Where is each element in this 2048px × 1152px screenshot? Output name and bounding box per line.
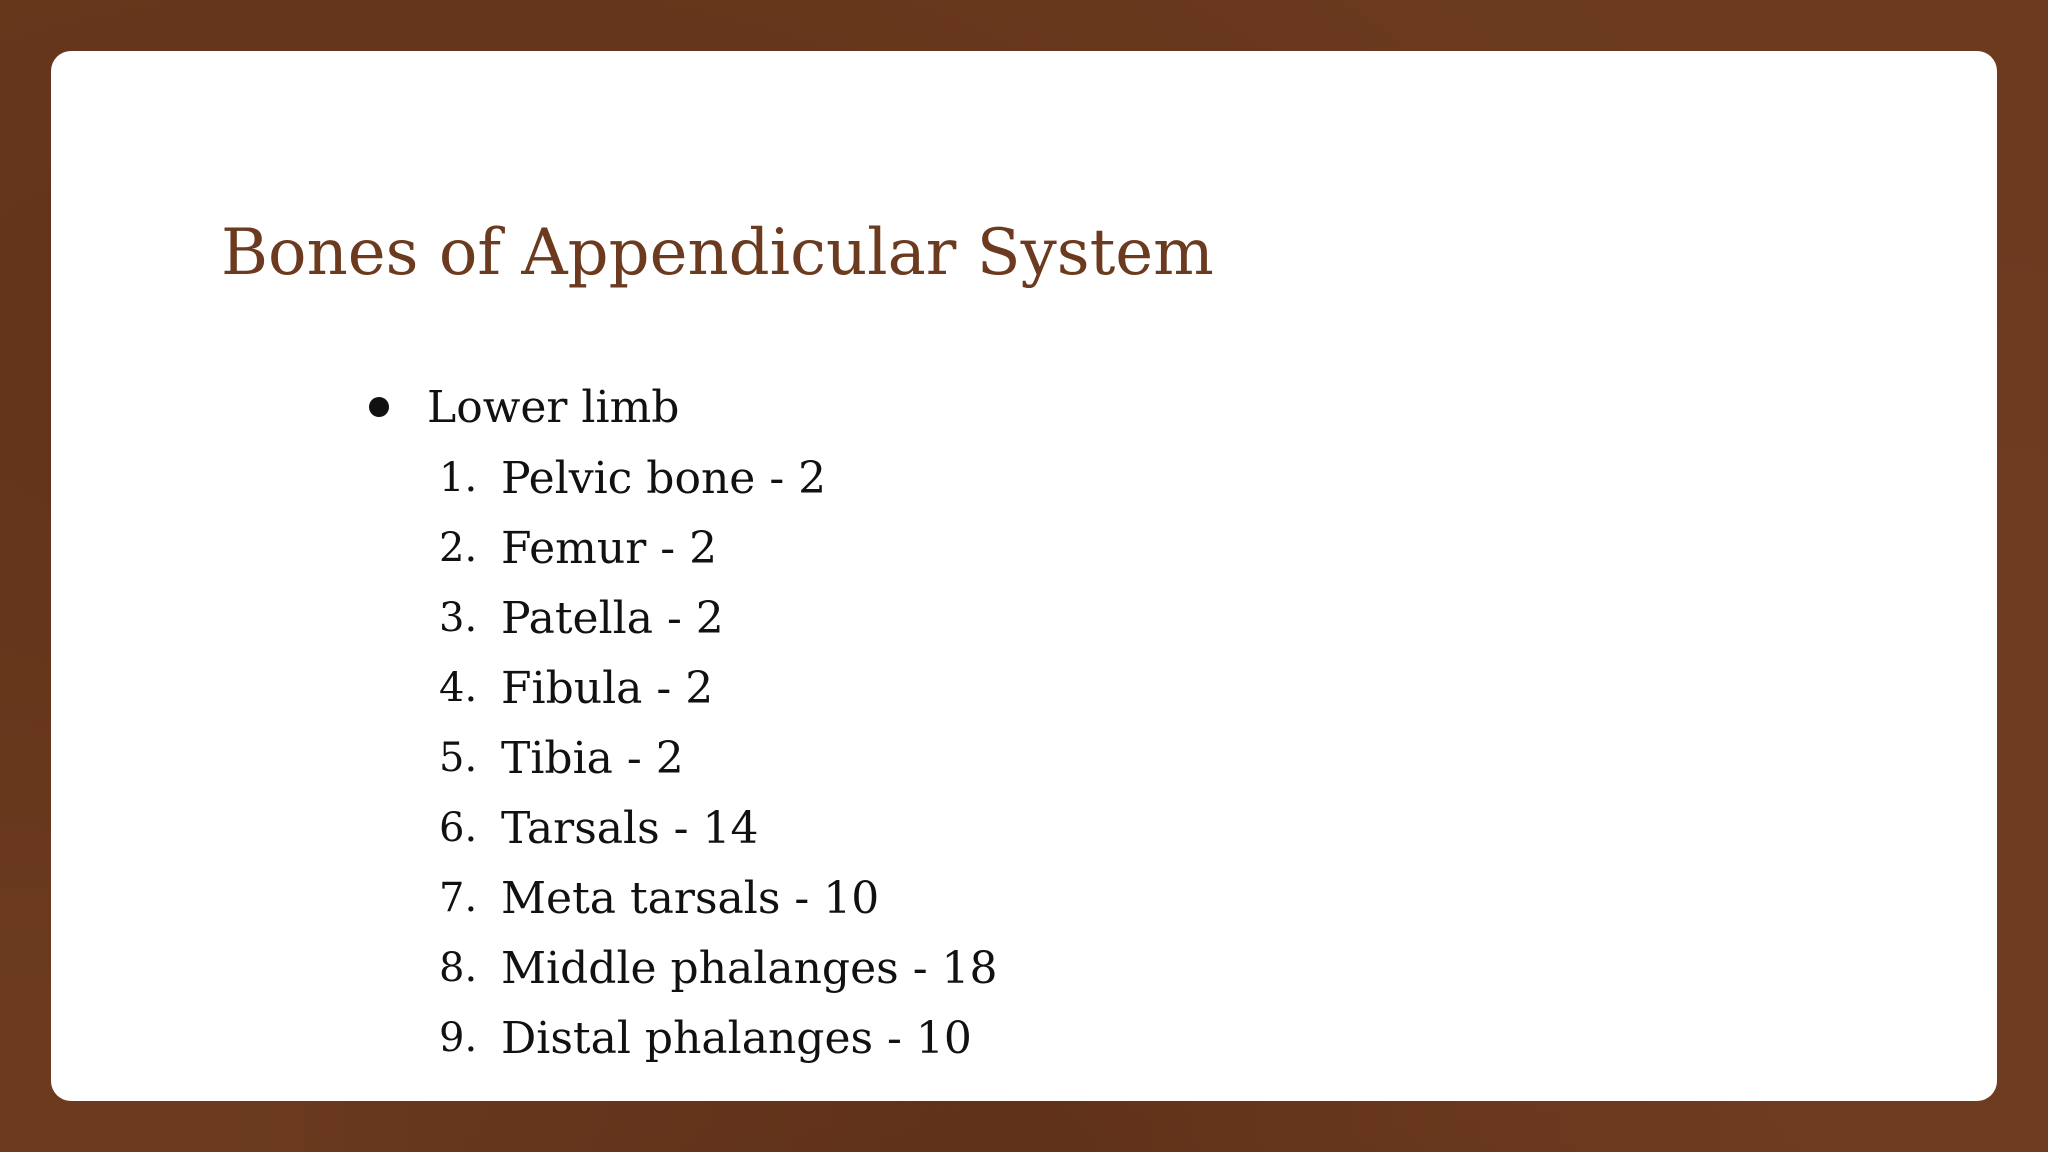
- list-item: [439, 793, 998, 863]
- list-item-number: 1.: [439, 455, 478, 501]
- list-item-number: 5.: [439, 735, 478, 781]
- list-item-text: Pelvic bone - 2: [501, 452, 827, 504]
- list-item: [439, 513, 998, 583]
- list-item-number: 6.: [439, 805, 478, 851]
- list-item-text: Tibia - 2: [501, 732, 684, 784]
- list-item: [439, 443, 998, 513]
- list-item: [439, 583, 998, 653]
- bullet-dot-icon: [369, 397, 389, 417]
- bullet-item-lower-limb: [319, 371, 998, 1073]
- numbered-list: [319, 443, 998, 1073]
- list-item: [439, 1003, 998, 1073]
- list-item-text: Middle phalanges - 18: [501, 942, 998, 994]
- list-item-number: 2.: [439, 525, 478, 571]
- list-item-text: Femur - 2: [501, 522, 718, 574]
- list-item: [439, 723, 998, 793]
- list-item: [439, 933, 998, 1003]
- list-item-number: 9.: [439, 1015, 478, 1061]
- list-item-text: Tarsals - 14: [501, 802, 759, 854]
- list-item-text: Distal phalanges - 10: [501, 1012, 972, 1064]
- slide-title: Bones of Appendicular System: [221, 216, 1214, 290]
- list-item: [439, 653, 998, 723]
- list-item-number: 3.: [439, 595, 478, 641]
- bullet-list: [319, 371, 998, 1073]
- list-item: [439, 863, 998, 933]
- bullet-row: [319, 371, 998, 443]
- bullet-label: Lower limb: [427, 381, 680, 433]
- list-item-text: Fibula - 2: [501, 662, 714, 714]
- list-item-number: 7.: [439, 875, 478, 921]
- list-item-number: 4.: [439, 665, 478, 711]
- slide-card: [51, 51, 1997, 1101]
- list-item-text: Meta tarsals - 10: [501, 872, 880, 924]
- list-item-number: 8.: [439, 945, 478, 991]
- list-item-text: Patella - 2: [501, 592, 724, 644]
